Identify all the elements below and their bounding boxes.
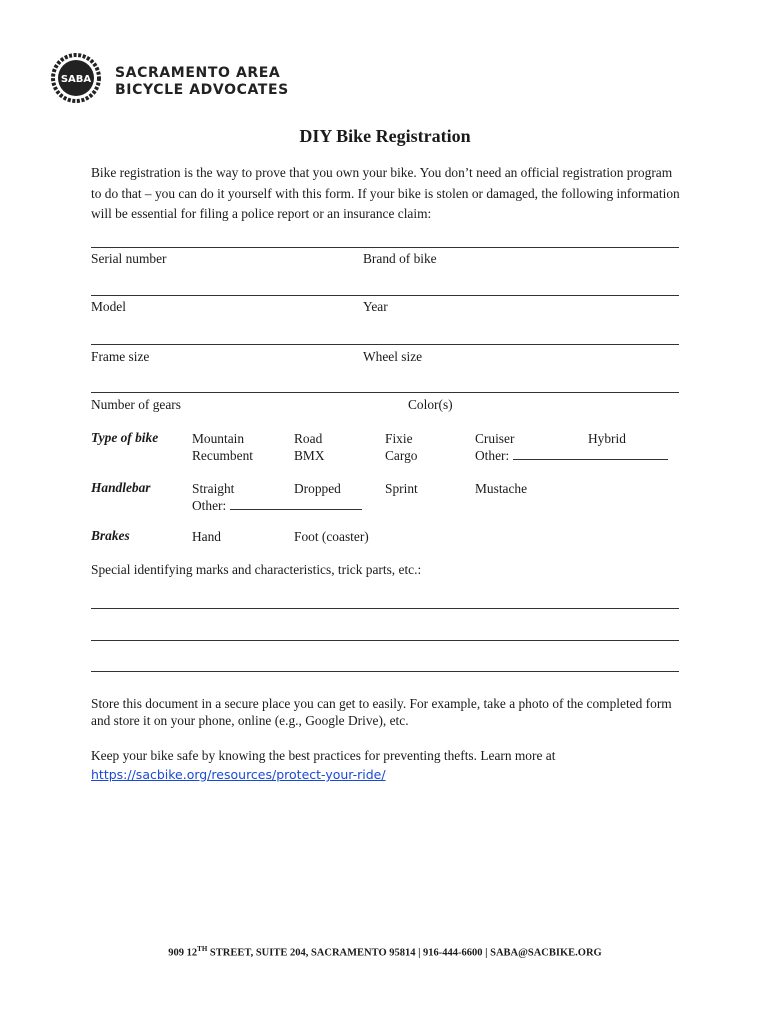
serial-number-label: Serial number [91, 251, 167, 266]
option-mountain[interactable]: Mountain [192, 431, 245, 446]
org-name-line1: SACRAMENTO AREA [115, 65, 281, 81]
option-foot-coaster[interactable]: Foot (coaster) [294, 529, 369, 544]
option-cargo[interactable]: Cargo [385, 448, 418, 463]
other-handlebar-line[interactable] [230, 497, 362, 510]
gears-color-line[interactable] [91, 392, 679, 393]
other-type-line[interactable] [513, 447, 668, 460]
type-of-bike-label: Type of bike [91, 430, 159, 445]
footer-post: STREET, SUITE 204, SACRAMENTO 95814 | 916-444-6600 | SABA@SACBIKE.ORG [207, 947, 602, 959]
type-options-col1 [192, 430, 253, 464]
serial-brand-line[interactable] [91, 247, 679, 248]
other-handlebar-label: Other: [192, 498, 227, 513]
option-road[interactable]: Road [294, 431, 323, 446]
marks-line-1[interactable] [91, 608, 679, 609]
year-label: Year [363, 299, 388, 314]
handlebar-label: Handlebar [91, 480, 151, 495]
option-bmx[interactable]: BMX [294, 448, 325, 463]
org-name-line2: BICYCLE ADVOCATES [115, 82, 289, 98]
type-options-col4 [475, 430, 668, 464]
marks-line-2[interactable] [91, 640, 679, 641]
footer-sup: TH [197, 945, 208, 953]
page-title: DIY Bike Registration [299, 126, 471, 146]
org-name [115, 65, 289, 99]
store-paragraph: Store this document in a secure place you can get to easily. For example, take a photo of the completed form and store it on your phone, online (e.g., Google Drive), etc. [91, 696, 672, 728]
model-label: Model [91, 299, 126, 314]
marks-line-3[interactable] [91, 671, 679, 672]
option-mustache[interactable]: Mustache [475, 481, 528, 496]
option-straight[interactable]: Straight [192, 481, 235, 496]
option-hybrid[interactable]: Hybrid [588, 431, 626, 446]
brand-label: Brand of bike [363, 251, 437, 266]
type-options-col3 [385, 430, 417, 464]
option-sprint[interactable]: Sprint [385, 481, 418, 496]
marks-label: Special identifying marks and characteristics, trick parts, etc.: [91, 562, 422, 577]
brakes-label: Brakes [91, 528, 130, 543]
logo-text: SABA [60, 74, 92, 85]
option-other-type[interactable] [475, 447, 668, 464]
option-fixie[interactable]: Fixie [385, 431, 413, 446]
type-options-col2 [294, 430, 325, 464]
wheel-size-label: Wheel size [363, 349, 423, 364]
gears-label: Number of gears [91, 397, 181, 412]
footer-pre: 909 12 [168, 947, 198, 959]
frame-wheel-line[interactable] [91, 344, 679, 345]
option-dropped[interactable]: Dropped [294, 481, 341, 496]
safety-paragraph: Keep your bike safe by knowing the best practices for preventing thefts. Learn more at [91, 748, 556, 763]
other-type-label: Other: [475, 448, 510, 463]
option-other-handlebar[interactable] [192, 497, 362, 514]
saba-logo [51, 53, 101, 103]
colors-label: Color(s) [408, 397, 453, 412]
frame-size-label: Frame size [91, 349, 150, 364]
intro-paragraph: Bike registration is the way to prove that you own your bike. You don’t need an official registration program to do that – you can do it yourself with this form. If your bike is stolen or damaged, the following information will be essential for filing a police report or an insurance claim: [91, 165, 680, 221]
protect-your-ride-link[interactable]: https://sacbike.org/resources/protect-your-ride/ [91, 767, 386, 782]
option-cruiser[interactable]: Cruiser [475, 431, 515, 446]
option-recumbent[interactable]: Recumbent [192, 448, 253, 463]
footer-address [0, 945, 770, 959]
option-hand[interactable]: Hand [192, 529, 222, 544]
model-year-line[interactable] [91, 295, 679, 296]
